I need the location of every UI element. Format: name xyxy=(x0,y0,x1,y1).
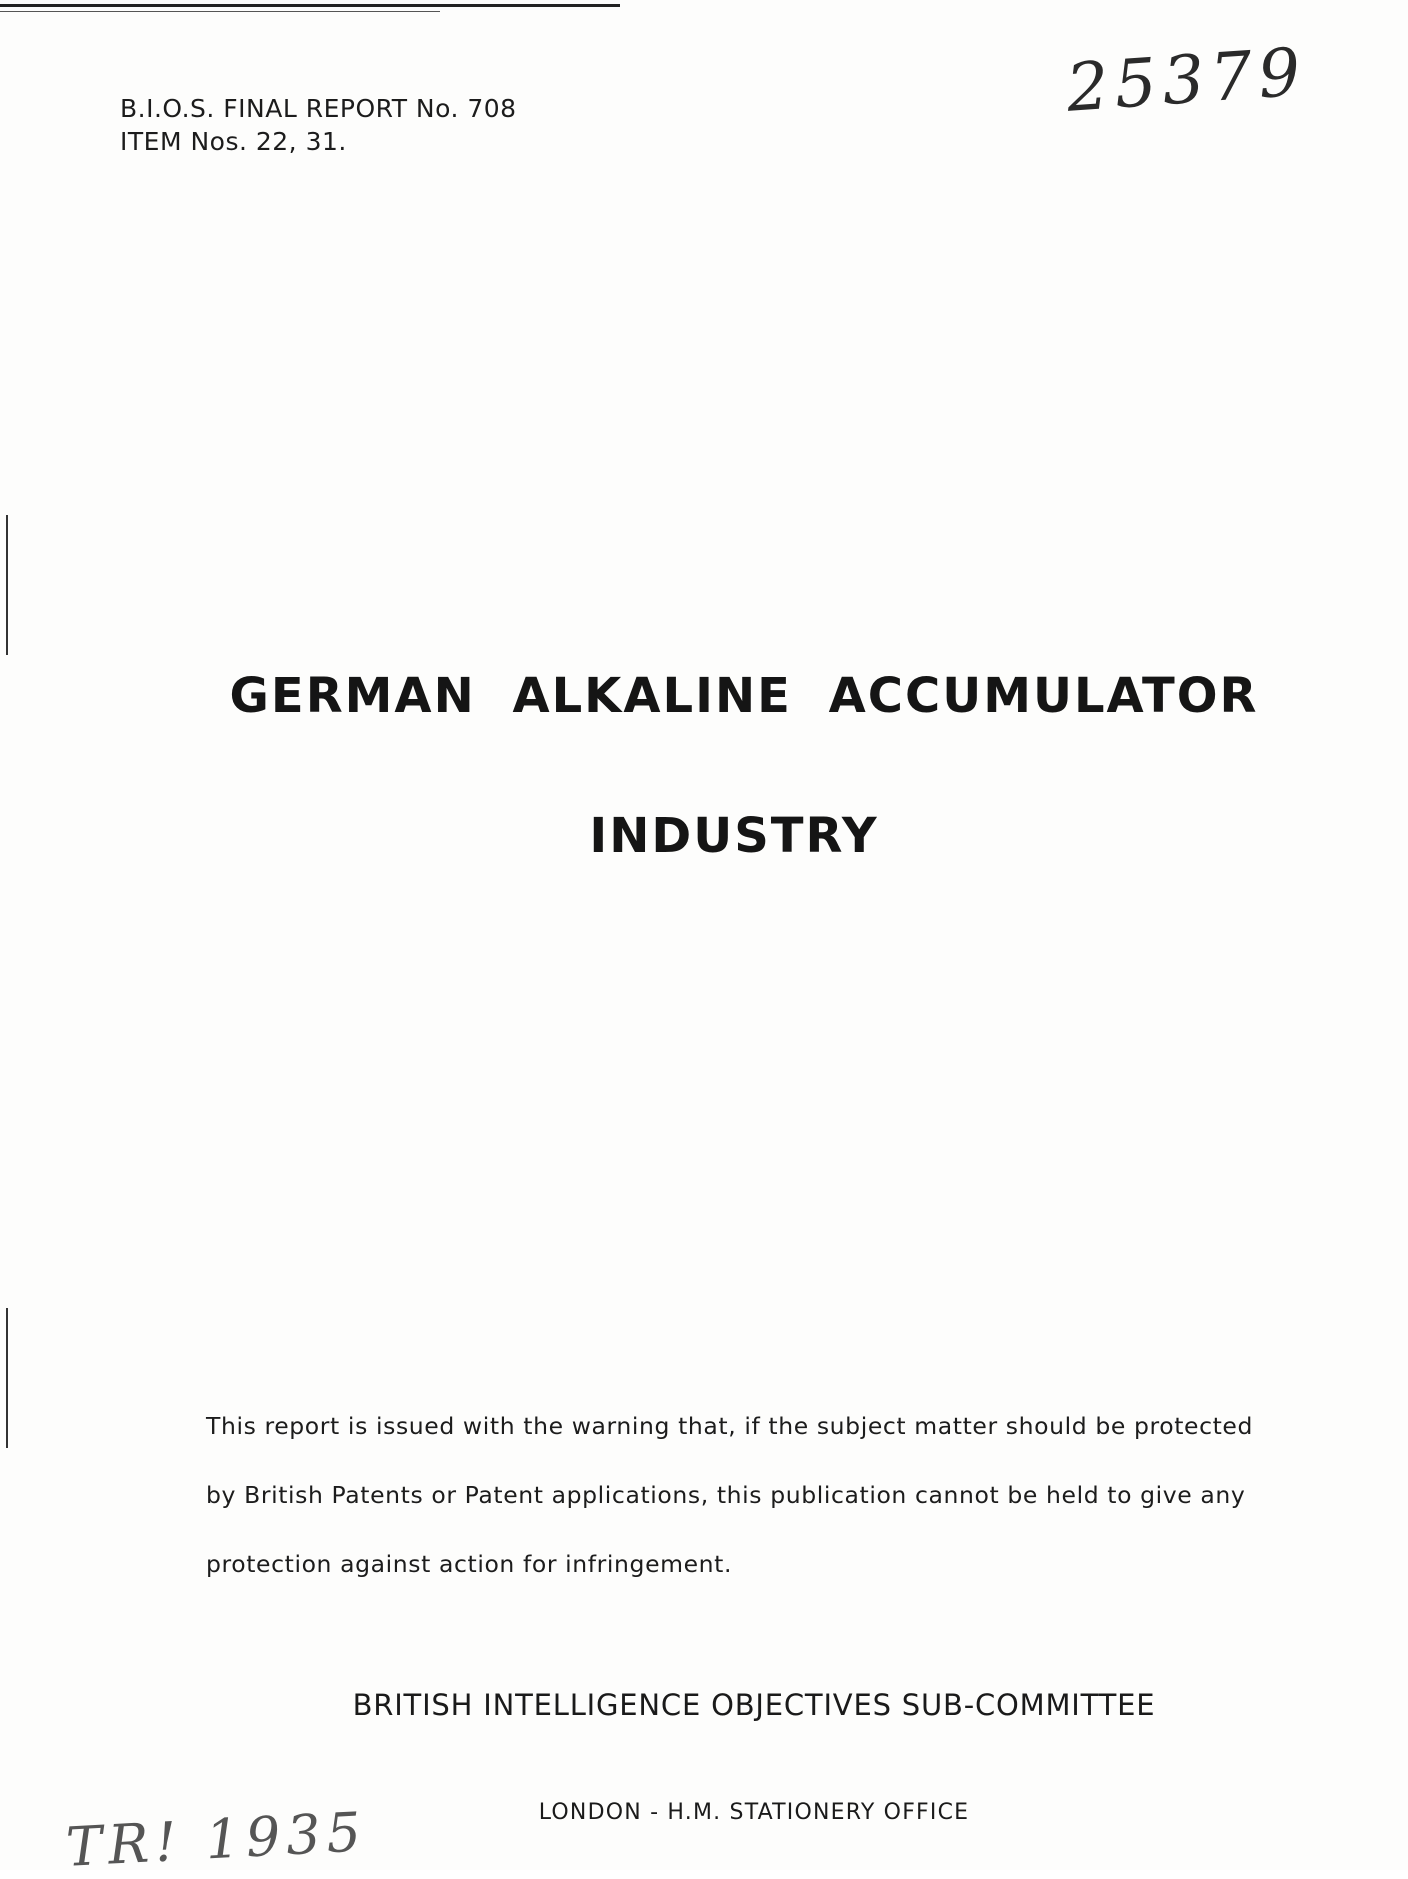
report-number-line: B.I.O.S. FINAL REPORT No. 708 xyxy=(120,94,517,123)
title-line-2: INDUSTRY xyxy=(589,808,879,864)
handwritten-note: TR! 1935 xyxy=(64,1800,369,1879)
top-rule xyxy=(0,4,620,7)
patent-warning xyxy=(206,1392,1326,1599)
top-rule-thin xyxy=(0,11,440,12)
handwritten-accession-number: 25379 xyxy=(1064,33,1309,127)
report-reference xyxy=(120,92,517,158)
publisher-line: LONDON - H.M. STATIONERY OFFICE xyxy=(538,1800,970,1825)
edge-mark-lower xyxy=(6,1308,8,1448)
document-title xyxy=(0,668,1408,864)
warning-line: protection against action for infringement. xyxy=(206,1550,733,1578)
edge-mark-upper xyxy=(6,515,8,655)
title-line-1: GERMAN ALKALINE ACCUMULATOR xyxy=(229,668,1259,724)
item-numbers-line: ITEM Nos. 22, 31. xyxy=(120,127,347,156)
committee-name: BRITISH INTELLIGENCE OBJECTIVES SUB-COMMITTEE xyxy=(352,1688,1156,1722)
warning-line: This report is issued with the warning that, if the subject matter should be protected xyxy=(206,1412,1253,1440)
warning-line: by British Patents or Patent applications, this publication cannot be held to give any xyxy=(206,1481,1246,1509)
